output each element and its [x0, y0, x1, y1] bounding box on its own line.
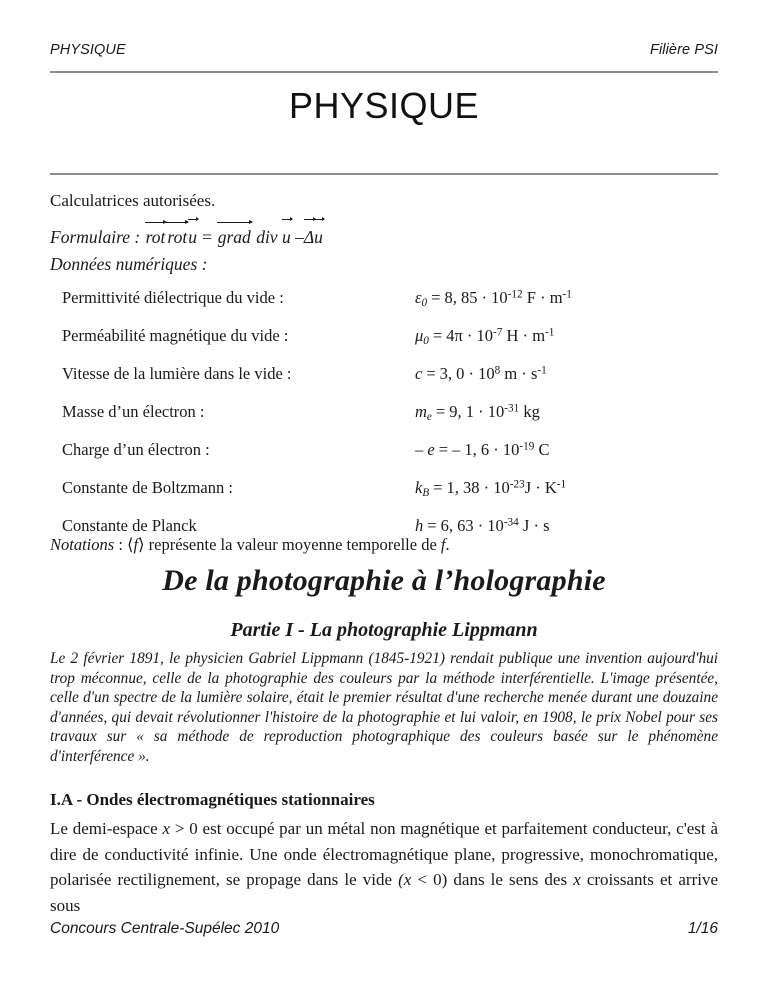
constant-value: – e = – 1, $6 \cdot 10^{-19}$ C — [415, 440, 550, 459]
rot-label-1: rot — [145, 227, 166, 247]
constant-exponent: -34 — [503, 516, 519, 529]
constant-symbol: ε — [415, 288, 422, 307]
body-text-5: dans le sens des — [447, 870, 574, 889]
body-text-6: croissants et arrive sous — [50, 870, 719, 915]
constant-unit: H · m — [502, 326, 546, 345]
vector-u-3 — [314, 227, 323, 248]
constant-magnitude: 1, 38 · 10 — [446, 478, 510, 497]
constant-unit-exponent: -1 — [556, 478, 567, 491]
constant-name: Constante de Boltzmann : — [62, 478, 233, 497]
table-row — [62, 402, 722, 440]
equals-sign: = — [200, 227, 213, 247]
notations-line — [50, 535, 450, 555]
minus-sign: – — [295, 227, 304, 247]
constant-subscript: B — [422, 487, 430, 500]
constant-unit: kg — [519, 402, 540, 421]
body-text-1: Le demi-espace — [50, 819, 163, 838]
constant-magnitude: 4π · 10 — [446, 326, 494, 345]
constant-exponent: -23 — [509, 478, 525, 491]
constant-value: c = 3, $0 \cdot 10^8$ $m \cdot s^{-1}$ — [415, 364, 547, 383]
work-title: De la photographie à l’holographie — [162, 564, 606, 597]
section-heading: I.A - Ondes électromagnétiques stationnaires — [50, 790, 375, 809]
constant-symbol: m — [415, 402, 427, 421]
rot-operator-2 — [166, 227, 188, 248]
constant-name: Constante de Planck — [62, 516, 197, 535]
table-row — [62, 440, 722, 478]
constant-subscript: e — [426, 411, 432, 424]
constant-value: $m_e = 9$, $1 \cdot 10^{-31}$ kg — [415, 402, 540, 424]
body-text-4: < 0) — [411, 870, 448, 889]
constant-value: $\varepsilon_0 = 8$, $85 \cdot 10^{-12}$ $F \cdot m^{-1}$ — [415, 288, 572, 310]
body-math-x3: x — [573, 870, 581, 889]
constant-unit: F · m — [522, 288, 563, 307]
table-row — [62, 326, 722, 364]
table-row — [62, 288, 722, 326]
constant-unit-exponent: -1 — [537, 364, 547, 377]
constant-symbol: – e — [415, 440, 435, 459]
notations-label: Notations — [50, 535, 115, 554]
rot-label-2: rot — [167, 227, 188, 247]
formulaire-line — [50, 227, 323, 248]
constant-unit: J · s — [518, 516, 550, 535]
constant-magnitude: 6, 63 · 10 — [440, 516, 504, 535]
angle-bracket-close: ⟩ — [138, 535, 145, 554]
constant-subscript: 0 — [423, 335, 429, 348]
rot-operator-1 — [145, 227, 167, 248]
body-math-x1: x — [162, 819, 171, 838]
page-number: 1/16 — [687, 920, 718, 937]
constant-name: Vitesse de la lumière dans le vide : — [62, 364, 292, 383]
constant-magnitude: 9, 1 · 10 — [449, 402, 505, 421]
constant-value: h = 6, $63 \cdot 10^{-34}$ J · s — [415, 516, 550, 535]
section-body — [50, 816, 718, 918]
constant-unit: C — [534, 440, 550, 459]
u-label-2: u — [281, 227, 291, 247]
table-row — [62, 364, 722, 402]
laplacian-vector — [304, 227, 314, 248]
calculators-notice: Calculatrices autorisées. — [50, 191, 216, 210]
constant-magnitude: – 1, 6 · 10 — [452, 440, 520, 459]
constant-name: Charge d’un électron : — [62, 440, 210, 459]
constant-exponent: -19 — [519, 440, 535, 453]
running-head — [50, 42, 718, 58]
constant-name: Permittivité diélectrique du vide : — [62, 288, 284, 307]
notations-text: représente la valeur moyenne temporelle de — [144, 535, 441, 554]
part-title: Partie I - La photographie Lippmann — [230, 619, 538, 641]
constant-exponent: 8 — [494, 364, 501, 377]
formulaire-label: Formulaire — [50, 227, 131, 247]
body-text-2: > 0 — [170, 819, 198, 838]
constant-unit-exponent: -1 — [545, 326, 555, 339]
footer-source: Concours Centrale-Supélec 2010 — [50, 920, 280, 937]
constant-exponent: -31 — [504, 402, 520, 415]
grad-label: grad — [217, 227, 251, 247]
body-math-x2: (x — [398, 870, 412, 889]
constant-symbol: c — [415, 364, 423, 383]
exam-title: PHYSIQUE — [288, 85, 480, 126]
delta-label: Δ — [303, 227, 315, 247]
constant-magnitude: 3, 0 · 10 — [439, 364, 495, 383]
constants-table — [62, 288, 722, 554]
constant-exponent: -12 — [507, 288, 523, 301]
grad-operator — [217, 227, 252, 248]
notations-colon: : — [114, 535, 128, 554]
running-head-track: Filière PSI — [650, 42, 718, 58]
constant-symbol: μ — [415, 326, 424, 345]
constant-value: $k_B = 1$, $38 \cdot 10^{-23}J \cdot K^{-1}$ — [415, 478, 567, 500]
u-label-1: u — [188, 227, 197, 247]
vector-u-2 — [282, 227, 291, 248]
header-rule-top — [50, 71, 718, 73]
notations-symbol-end: f — [440, 535, 446, 554]
constant-value: $\mu_0 = 4\pi \cdot 10^{-7}$ $H \cdot m^{-1}$ — [415, 326, 555, 348]
constant-name: Masse d’un électron : — [62, 402, 205, 421]
formulaire-colon: : — [130, 227, 145, 247]
table-row — [62, 478, 722, 516]
constant-exponent: -7 — [493, 326, 503, 339]
constant-name: Perméabilité magnétique du vide : — [62, 326, 289, 345]
running-head-subject: PHYSIQUE — [50, 42, 126, 58]
page-footer — [50, 920, 718, 938]
constant-subscript: 0 — [421, 297, 428, 310]
constant-symbol: k — [415, 478, 423, 497]
u-label-3: u — [314, 227, 323, 247]
constant-magnitude: 8, 85 · 10 — [444, 288, 508, 307]
angle-bracket-open: ⟨ — [127, 535, 134, 554]
notations-period: . — [445, 535, 450, 554]
vector-u-1 — [188, 227, 197, 248]
constant-unit-exponent: -1 — [562, 288, 572, 301]
notations-symbol: f — [133, 535, 139, 554]
header-rule-bottom — [50, 173, 718, 175]
constant-symbol: h — [415, 516, 424, 535]
intro-paragraph: Le 2 février 1891, le physicien Gabriel Lippmann (1845-1921) rendait publique une invention aujourd'hui trop méconnue, celle de la photographie des couleurs par la méthode interférentielle. L'image présentée, celle d'un spectre de la lumière solaire, était le premier résultat d'une recherche menée durant une douzaine d'années, qui devait révolutionner l'histoire de la photographie et lui valoir, en 1908, le prix Nobel pour ses travaux sur « sa méthode de reproduction photographique des couleurs basée sur le phénomène d'interférence ». — [50, 650, 718, 765]
constant-unit: J · K — [524, 478, 557, 497]
div-operator: div — [256, 227, 278, 247]
numerical-data-label: Données numériques : — [50, 254, 208, 274]
body-text-3: est occupé par un métal non magnétique et parfaitement conducteur, c'est à dire de conductivité infinie. Une onde électromagnétique plane, progressive, monochromatique, polarisée rectilignement, se propage dans le vide — [50, 819, 718, 889]
constant-unit: m · s — [500, 364, 538, 383]
